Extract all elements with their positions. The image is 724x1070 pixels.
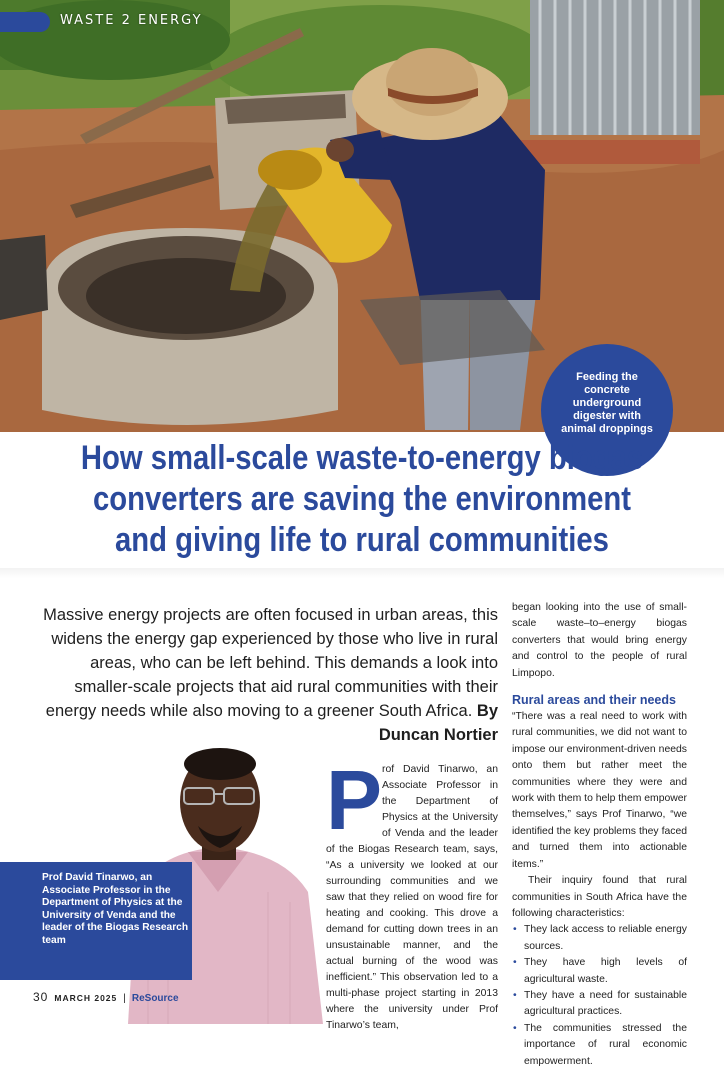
list-item [512,922,687,955]
characteristics-list [512,922,687,1070]
quote-paragraph: “There was a real need to work with rural communities, we did not want to impose our environment-driven needs onto them but rather meet the communities where they were and work with them to help them empower themselves,” says Prof Tinarwo, “we identified the key problems they faced and turned them into actionable items.” [512,711,687,870]
inquiry-paragraph: Their inquiry found that rural communities in South Africa have the following characteristics: [512,875,687,919]
body-paragraph-1: rof David Tinarwo, an Associate Professor in the Department of Physics at the University of Venda and the leader of the Biogas Research team, says, “As a university we looked at our surrounding communities and we saw that they relied on wood fire for heating and cooking. This drove a demand for cutting down trees in an unsustainable manner, and the actual burning of the wood was inefficient.” This observation led to a multi-phase project starting in 2013 where the university under Prof Tinarwo’s team, [326,764,498,1031]
list-item [512,955,687,988]
list-item-text: The communities stressed the importance of rural economic empowerment. [524,1022,687,1067]
list-item [512,1021,687,1070]
issue-date: MARCH 2025 [54,993,118,1003]
footer-separator: | [123,993,126,1004]
portrait-caption: Prof David Tinarwo, an Associate Professor in the Department of Physics at the University of Venda and the leader of the Biogas Research team [0,862,192,980]
body-continuation: began looking into the use of small-scale waste–to–energy biogas converters that would bring energy and control to the people of rural Limpopo. [512,602,687,679]
photo-caption-line: Feeding the [576,371,638,383]
page-footer [33,990,179,1004]
byline: By Duncan Nortier [378,702,498,744]
photo-caption-line: concrete underground [572,384,642,409]
page-number: 30 [33,990,49,1004]
bullet-icon: • [513,957,517,969]
magazine-name: ReSource [131,993,179,1004]
subheading-rural-areas: Rural areas and their needs [512,693,676,708]
body-column-right [512,600,687,1070]
drop-cap: P [326,753,383,847]
list-item-text: They lack access to reliable energy sources. [524,924,687,952]
headline-line-3: and giving life to rural communities [115,521,609,559]
body-column-middle [326,753,498,1034]
list-item-text: They have high levels of agricultural waste. [524,957,687,985]
intro-text: Massive energy projects are often focused in urban areas, this widens the energy gap experienced by those who live in rural areas, who can be left behind. This demands a look into smaller-scale projects that aid rural communities with their energy needs while also moving to a greener South Africa. [43,606,498,720]
intro-paragraph [30,603,498,747]
photo-caption-line: digester with [573,410,641,422]
bullet-icon: • [513,924,517,936]
headline-divider [0,568,724,578]
bullet-icon: • [513,1022,517,1034]
section-label: WASTE 2 ENERGY [60,13,203,28]
hero-photo [0,0,724,435]
headline-line-2: converters are saving the environment [93,480,631,518]
article-headline [76,438,647,561]
list-item [512,988,687,1021]
bullet-icon: • [513,989,517,1001]
photo-caption-line: animal droppings [561,423,653,435]
list-item-text: They have a need for sustainable agricultural practices. [524,989,687,1018]
section-tab [0,12,50,32]
headline-line-1: How small-scale waste-to-energy biogas [80,439,644,477]
